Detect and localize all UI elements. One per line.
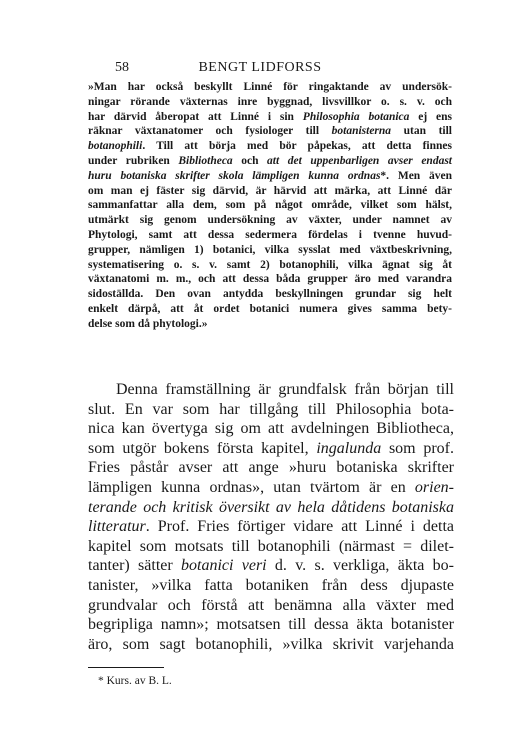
text-run: Phytologi, samt att dessa sedermera fördelas i tvenne huvud- (88, 228, 452, 241)
text-line (88, 139, 452, 154)
text-line (88, 228, 452, 243)
text-run: om man ej fäster sig därvid, är härvid att märka, att Linné där (88, 184, 452, 197)
text-run: delse som då phytologi.» (88, 317, 208, 330)
text-run: . Prof. Fries förtiger vidare att Linné i detta (145, 518, 454, 536)
text-run: »Man har också beskyllt Linné för ringaktande av undersök- (88, 81, 452, 93)
text-line (88, 302, 452, 317)
text-run: har därvid åberopat att Linné i sin (88, 110, 303, 123)
text-run: Fries påstår avser att ange »huru botaniska skrifter (88, 459, 454, 477)
text-run: begripliga namn»; motsatsen till dessa äkta botanister (88, 616, 454, 634)
text-line (88, 272, 452, 287)
text-line (88, 169, 452, 184)
text-run: systematisering o. s. v. samt 2) botanophili, vilka ägnat sig åt (88, 258, 452, 271)
text-line (88, 537, 454, 557)
text-run: ningar rörande växternas inre byggnad, livsvillkor o. s. v. och (88, 95, 452, 108)
italic-text: att det uppenbarligen avser endast (267, 154, 452, 167)
text-line (88, 95, 452, 110)
text-line (88, 154, 452, 169)
italic-text: terande och kritisk översikt av hela dåtidens botaniska (88, 498, 454, 516)
text-line (88, 458, 454, 478)
text-line (88, 110, 452, 125)
text-run: under rubriken (88, 154, 179, 167)
text-line (88, 380, 454, 400)
text-run: växtanatomi m. m., och att dessa båda grupper äro med varandra (88, 273, 452, 286)
text-run: slut. En var som har tillgång till Philosophia bota- (88, 400, 454, 418)
text-line (88, 184, 452, 199)
text-line (88, 124, 452, 139)
text-run: ej ens (409, 110, 452, 123)
italic-text: botanici veri (181, 557, 267, 575)
text-run: d. v. s. verkliga, äkta bo- (266, 557, 455, 575)
text-line (88, 213, 452, 228)
page-header (0, 60, 520, 76)
text-run: grundvalar och förstå att benämna alla växter med (88, 596, 454, 614)
italic-text: botanisterna (331, 125, 392, 138)
text-line (88, 556, 454, 576)
body-paragraph (88, 380, 454, 654)
page-number: 58 (115, 60, 129, 75)
text-run: utan till (391, 125, 452, 138)
text-line (88, 80, 452, 95)
running-head: BENGT LIDFORSS (198, 60, 322, 75)
italic-text: ingalunda (316, 439, 382, 457)
text-line (88, 517, 454, 537)
text-line (88, 439, 454, 459)
text-line (88, 419, 454, 439)
text-run: räknar växtanatomer och fysiologer till (88, 125, 332, 138)
text-line (88, 498, 454, 518)
text-run: sammanfattar alla dem, som på något område, vilket som hälst, (88, 199, 452, 212)
text-run: utmärkt sig genom undersökning av växter, under namnet av (88, 214, 452, 227)
text-line (88, 576, 454, 596)
text-line (88, 635, 454, 655)
italic-text: Philosophia botanica (302, 110, 410, 123)
text-run: som prof. (381, 439, 454, 457)
text-line (88, 287, 452, 302)
text-run: . Till att börja med bör påpekas, att detta finnes (142, 140, 452, 153)
italic-text: litteratur (88, 518, 146, 536)
text-line (88, 400, 454, 420)
text-run: Denna framställning är grundfalsk från början till (116, 381, 454, 398)
text-line (88, 317, 452, 332)
italic-text: botanophili (88, 140, 143, 153)
text-line (88, 615, 454, 635)
text-run: nica kan övertyga sig om att avdelningen Bibliotheca, (88, 420, 454, 438)
text-line (88, 478, 454, 498)
text-run: tanister, »vilka fatta botaniken från dess djupaste (88, 576, 454, 594)
text-line (88, 596, 454, 616)
block-quote (88, 80, 452, 332)
italic-text: huru botaniska skrifter skola lämpligen kunna ordnas (88, 169, 381, 182)
text-run: enkelt därpå, att åt ordet botanici numera gives samma bety- (88, 302, 452, 315)
text-run: lämpligen kunna ordnas», utan tvärtom är en (88, 478, 415, 496)
text-run: som utgör bokens första kapitel, (88, 439, 317, 457)
text-line (88, 198, 452, 213)
footnote-rule (88, 667, 164, 668)
text-line (88, 258, 452, 273)
text-run: grupper, nämligen 1) botanici, vilka sysslat med växtbeskrivning, (88, 243, 452, 256)
text-run: *. Men även (380, 169, 452, 182)
italic-text: Bibliotheca (178, 154, 233, 167)
text-line (88, 243, 452, 258)
text-run: äro, som sagt botanophili, »vilka skrivit varjehanda (88, 635, 454, 653)
italic-text: orien- (414, 478, 454, 496)
text-run: sidoställda. Den ovan antydda beskyllningen grundar sig helt (88, 288, 452, 301)
text-run: och (232, 154, 268, 167)
text-run: kapitel som motsats till botanophili (närmast = dilet- (88, 537, 454, 555)
footnote: * Kurs. av B. L. (98, 675, 172, 687)
text-run: tanter) sätter (88, 557, 181, 575)
